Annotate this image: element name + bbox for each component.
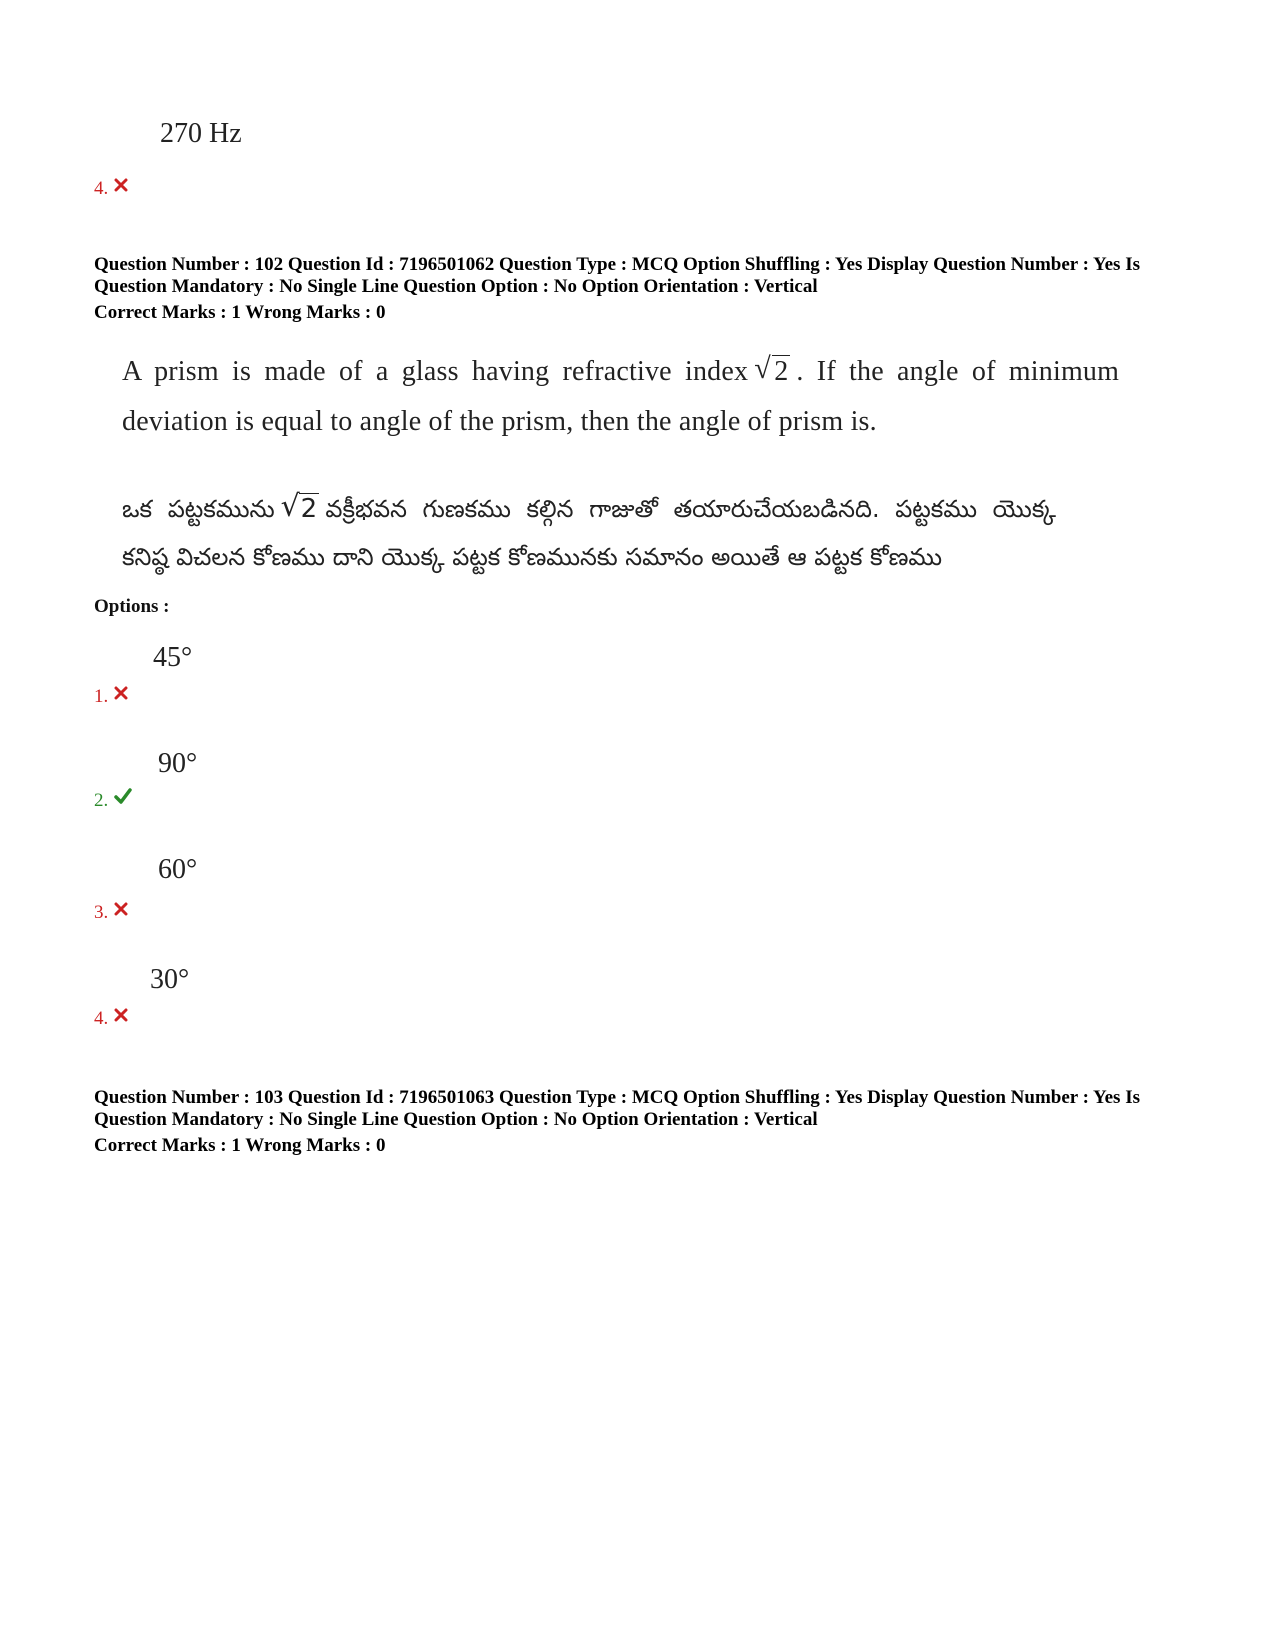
- question-text-en-part-b: . If the angle of minimum: [796, 356, 1120, 387]
- option-2: [94, 788, 132, 812]
- question-text-en-part-a: A prism is made of a glass having refractive index: [122, 356, 749, 387]
- question-text-te-part-b: వక్రీభవన గుణకము కల్గిన గాజుతో తయారుచేయబడినది. పట్టకము యొక్క: [325, 495, 1056, 523]
- sqrt-symbol-te: √ 2: [280, 489, 318, 524]
- question-meta-line1: Question Number : 103 Question Id : 7196501063 Question Type : MCQ Option Shuffling : Yes Display Question Number : Yes Is: [94, 1087, 1140, 1108]
- option-number-label: 1.: [94, 686, 109, 707]
- prev-option-number: [94, 176, 128, 200]
- option-number-label: 3.: [94, 902, 109, 923]
- option-number-label: 4.: [94, 178, 109, 199]
- question-meta-line2: Question Mandatory : No Single Line Question Option : No Option Orientation : Vertical: [94, 276, 818, 297]
- check-icon: [114, 788, 132, 810]
- question-meta: [94, 254, 1194, 298]
- prev-option-value: 270 Hz: [160, 118, 242, 149]
- question-text-en-line1: [122, 352, 1120, 388]
- option-3: [94, 900, 128, 924]
- question-text-te-line1: [122, 489, 1056, 529]
- cross-icon: [114, 1006, 128, 1028]
- option-value: 60°: [158, 854, 198, 885]
- option-1: [94, 684, 128, 708]
- cross-icon: [114, 684, 128, 706]
- question-meta-line2: Question Mandatory : No Single Line Question Option : No Option Orientation : Vertical: [94, 1109, 818, 1130]
- option-value: 90°: [158, 748, 198, 779]
- cross-icon: [114, 176, 128, 198]
- question-meta: [94, 1087, 1194, 1131]
- option-value: 45°: [153, 642, 193, 673]
- option-4: [94, 1006, 128, 1030]
- question-text-en-line2: deviation is equal to angle of the prism, then the angle of prism is.: [122, 406, 877, 437]
- sqrt-radicand: 2: [774, 356, 789, 387]
- question-marks: Correct Marks : 1 Wrong Marks : 0: [94, 302, 386, 323]
- question-text-te-part-a: ఒక పట్టకమును: [122, 495, 275, 523]
- option-value: 30°: [150, 964, 190, 995]
- cross-icon: [114, 900, 128, 922]
- question-meta-line1: Question Number : 102 Question Id : 7196501062 Question Type : MCQ Option Shuffling : Yes Display Question Number : Yes Is: [94, 254, 1140, 275]
- option-number-label: 4.: [94, 1008, 109, 1029]
- sqrt-radicand-te: 2: [300, 494, 318, 524]
- question-text-te-line2: కనిష్ఠ విచలన కోణము దాని యొక్క పట్టక కోణమునకు సమానం అయితే ఆ పట్టక కోణము: [122, 543, 943, 571]
- question-marks: Correct Marks : 1 Wrong Marks : 0: [94, 1135, 386, 1156]
- option-number-label: 2.: [94, 790, 109, 811]
- options-label: Options :: [94, 596, 170, 617]
- sqrt-symbol: √ 2: [754, 352, 789, 387]
